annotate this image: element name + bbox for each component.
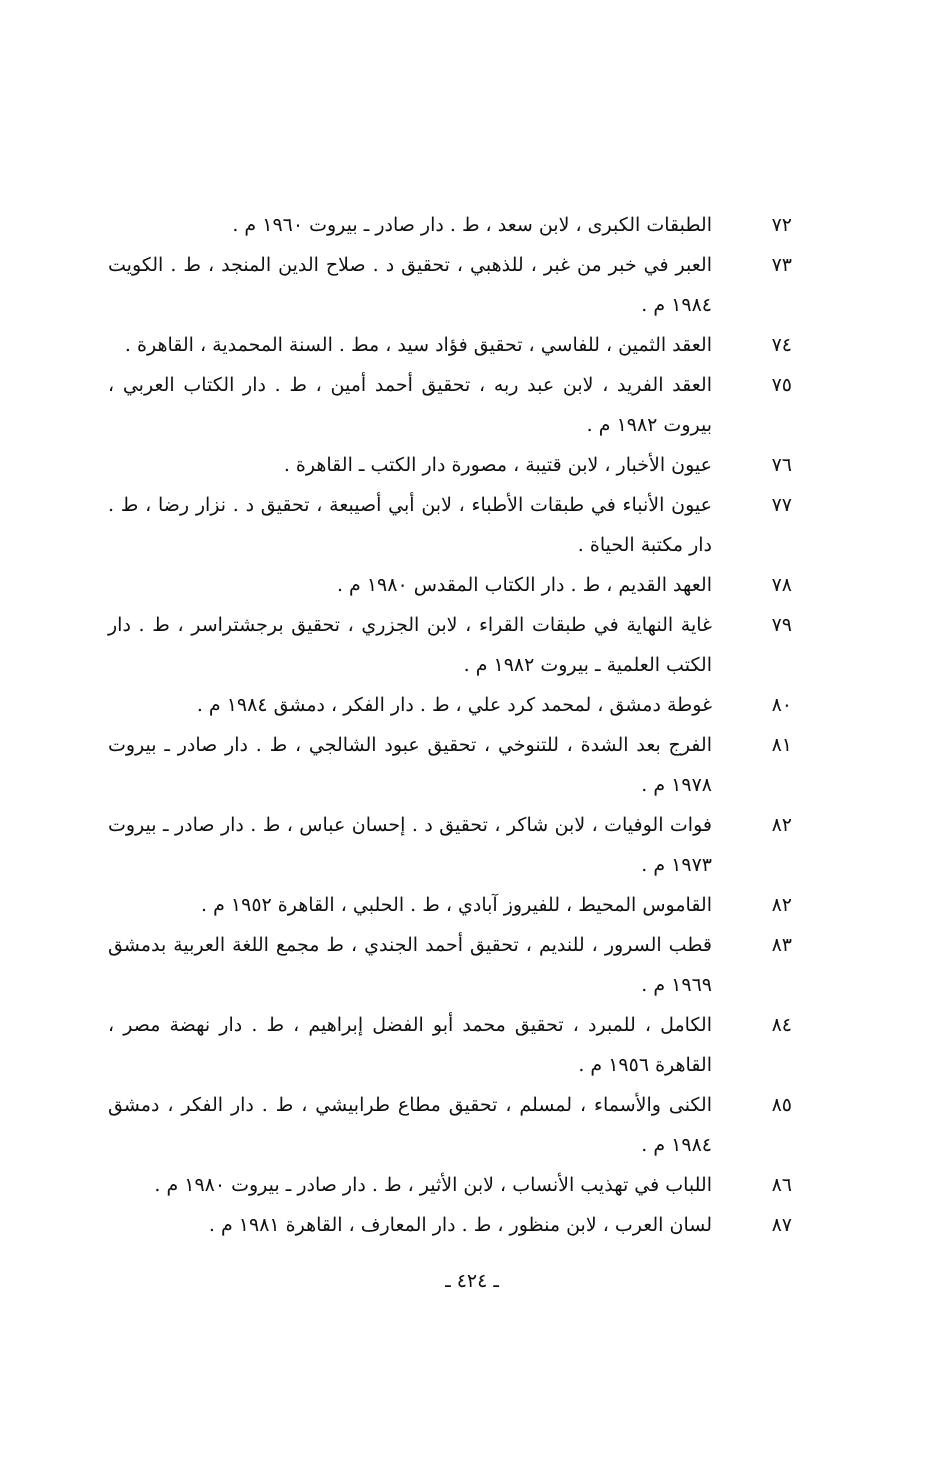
entry-text: الكنى والأسماء ، لمسلم ، تحقيق مطاع طرابيشي ، ط . دار الفكر ، دمشق ١٩٨٤ م . <box>108 1094 712 1156</box>
entry-number: ٧٩ <box>771 614 792 636</box>
entry-text: العهد القديم ، ط . دار الكتاب المقدس ١٩٨٠ م . <box>336 574 712 596</box>
entry-number: ٨٠ <box>771 694 792 716</box>
entry-number: ٨٥ <box>771 1094 792 1116</box>
entry-number: ٨١ <box>771 734 792 756</box>
bibliography-list <box>108 205 792 1245</box>
entry-text: العقد الفريد ، لابن عبد ربه ، تحقيق أحمد أمين ، ط . دار الكتاب العربي ، بيروت ١٩٨٢ م . <box>108 374 712 436</box>
bibliography-entry <box>108 245 792 325</box>
entry-text: الفرج بعد الشدة ، للتنوخي ، تحقيق عبود الشالجي ، ط . دار صادر ـ بيروت ١٩٧٨ م . <box>108 734 712 796</box>
bibliography-entry <box>108 485 792 565</box>
entry-number: ٧٢ <box>771 214 792 236</box>
bibliography-entry <box>108 1165 792 1205</box>
entry-number: ٨٣ <box>771 934 792 956</box>
entry-number: ٧٨ <box>771 574 792 596</box>
entry-number: ٧٤ <box>771 334 792 356</box>
bibliography-entry <box>108 445 792 485</box>
entry-text: فوات الوفيات ، لابن شاكر ، تحقيق د . إحسان عباس ، ط . دار صادر ـ بيروت ١٩٧٣ م . <box>108 814 712 876</box>
bibliography-entry <box>108 925 792 1005</box>
entry-text: غاية النهاية في طبقات القراء ، لابن الجزري ، تحقيق برجشتراسر ، ط . دار الكتب العلمية ـ بيروت ١٩٨٢ م . <box>108 614 712 676</box>
entry-text: اللباب في تهذيب الأنساب ، لابن الأثير ، ط . دار صادر ـ بيروت ١٩٨٠ م . <box>154 1174 712 1196</box>
entry-text: الكامل ، للمبرد ، تحقيق محمد أبو الفضل إبراهيم ، ط . دار نهضة مصر ، القاهرة ١٩٥٦ م . <box>108 1014 712 1076</box>
entry-text: عيون الأنباء في طبقات الأطباء ، لابن أبي أصيبعة ، تحقيق د . نزار رضا ، ط . دار مكتبة الحياة . <box>108 494 712 556</box>
bibliography-entry <box>108 205 792 245</box>
bibliography-entry <box>108 565 792 605</box>
entry-number: ٧٥ <box>771 374 792 396</box>
bibliography-entry <box>108 685 792 725</box>
bibliography-entry <box>108 1005 792 1085</box>
bibliography-entry <box>108 1205 792 1245</box>
entry-number: ٨٤ <box>771 1014 792 1036</box>
bibliography-entry <box>108 885 792 925</box>
bibliography-entry <box>108 365 792 445</box>
entry-number: ٨٦ <box>771 1174 792 1196</box>
entry-number: ٧٧ <box>771 494 792 516</box>
bibliography-entry <box>108 605 792 685</box>
entry-text: العقد الثمين ، للفاسي ، تحقيق فؤاد سيد ، مط . السنة المحمدية ، القاهرة . <box>124 334 712 356</box>
entry-text: القاموس المحيط ، للفيروز آبادي ، ط . الحلبي ، القاهرة ١٩٥٢ م . <box>201 894 712 916</box>
entry-text: العبر في خبر من غبر ، للذهبي ، تحقيق د . صلاح الدين المنجد ، ط . الكويت ١٩٨٤ م . <box>108 254 712 316</box>
entry-number: ٨٢ <box>771 814 792 836</box>
entry-text: عيون الأخبار ، لابن قتيبة ، مصورة دار الكتب ـ القاهرة . <box>283 454 712 476</box>
entry-number: ٧٦ <box>771 454 792 476</box>
entry-text: الطبقات الكبرى ، لابن سعد ، ط . دار صادر ـ بيروت ١٩٦٠ م . <box>232 214 712 236</box>
entry-text: لسان العرب ، لابن منظور ، ط . دار المعارف ، القاهرة ١٩٨١ م . <box>208 1214 712 1236</box>
page-number: ـ ٤٢٤ ـ <box>445 1270 499 1292</box>
bibliography-entry <box>108 805 792 885</box>
bibliography-entry <box>108 325 792 365</box>
entry-text: غوطة دمشق ، لمحمد كرد علي ، ط . دار الفكر ، دمشق ١٩٨٤ م . <box>196 694 712 716</box>
entry-number: ٨٢ <box>771 894 792 916</box>
entry-text: قطب السرور ، للنديم ، تحقيق أحمد الجندي ، ط مجمع اللغة العربية بدمشق ١٩٦٩ م . <box>108 934 712 996</box>
bibliography-entry <box>108 725 792 805</box>
entry-number: ٨٧ <box>771 1214 792 1236</box>
entry-number: ٧٣ <box>771 254 792 276</box>
bibliography-entry <box>108 1085 792 1165</box>
